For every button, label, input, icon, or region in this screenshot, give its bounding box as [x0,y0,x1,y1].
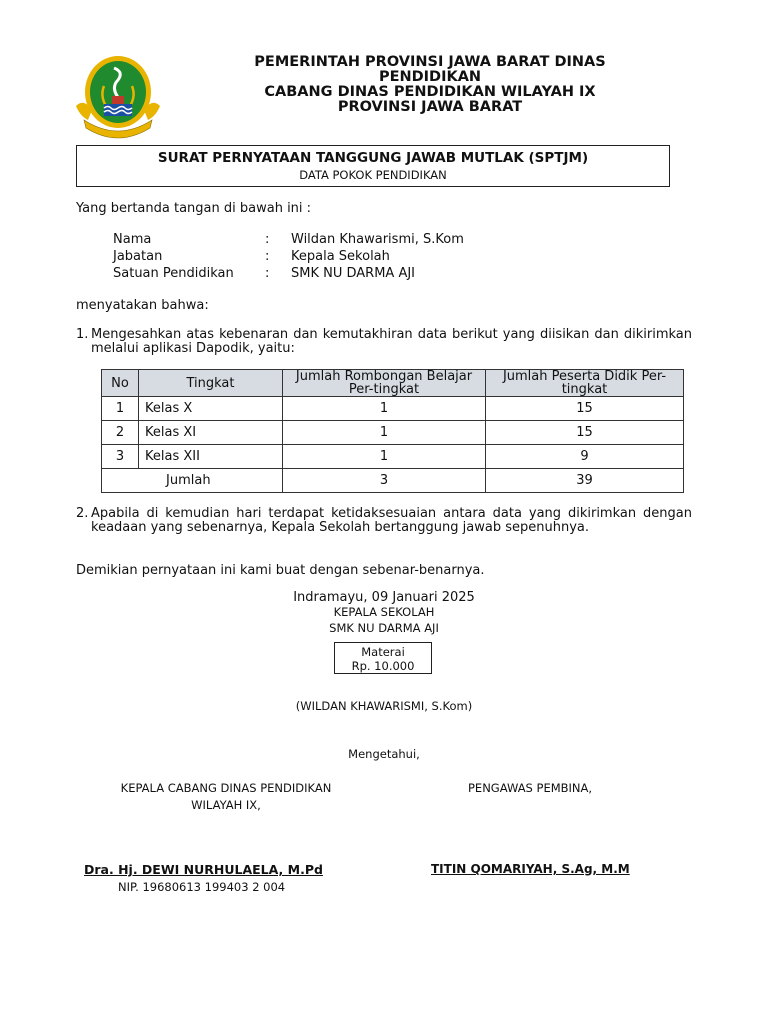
total-peserta: 39 [486,469,684,493]
data-table [101,369,684,493]
identity-value: SMK NU DARMA AJI [291,266,416,281]
signer-school: SMK NU DARMA AJI [329,621,439,635]
letterhead-line-3: CABANG DINAS PENDIDIKAN WILAYAH IX [264,84,596,100]
identity-row [113,248,464,265]
cell-no: 1 [102,397,139,421]
identity-label: Satuan Pendidikan [113,266,234,281]
cell-no: 2 [102,421,139,445]
right-signer-title: PENGAWAS PEMBINA, [468,781,593,795]
total-rombel: 3 [283,469,486,493]
header-peserta: Jumlah Peserta Didik Per-tingkat [486,370,684,397]
letterhead-line-1: PEMERINTAH PROVINSI JAWA BARAT DINAS [254,54,606,70]
table-total-row [102,469,684,493]
closing-text: Demikian pernyataan ini kami buat dengan sebenar-benarnya. [76,563,485,578]
materai-label: Materai [361,645,405,659]
table-header-row [102,370,684,397]
materai-stamp-box [334,642,432,674]
point-2-text: Apabila di kemudian hari terdapat ketidaksesuaian antara data yang dikirimkan dengan keadaan yang sebenarnya, Kepala Sekolah bertanggung jawab sepenuhnya. [91,506,692,535]
identity-row [113,231,464,248]
identity-value: Kepala Sekolah [291,249,390,264]
cell-peserta: 15 [486,397,684,421]
point-2-number: 2. [76,506,89,521]
letterhead [180,55,680,115]
cell-no: 3 [102,445,139,469]
left-signer-name: Dra. Hj. DEWI NURHULAELA, M.Pd [84,862,323,877]
declares-text: menyatakan bahwa: [76,298,209,313]
header-rombel: Jumlah Rombongan Belajar Per-tingkat [283,370,486,397]
identity-separator: : [265,249,270,264]
identity-label: Nama [113,232,152,247]
provincial-emblem-logo [74,50,166,142]
cell-rombel: 1 [283,421,486,445]
table-row [102,397,684,421]
cell-peserta: 9 [486,445,684,469]
right-signer-name: TITIN QOMARIYAH, S.Ag, M.M [431,862,630,876]
acknowledged-text: Mengetahui, [348,747,420,761]
signer-name: (WILDAN KHAWARISMI, S.Kom) [295,699,473,713]
left-signer-title-1: KEPALA CABANG DINAS PENDIDIKAN [120,781,332,795]
cell-rombel: 1 [283,397,486,421]
table-row [102,445,684,469]
materai-value: Rp. 10.000 [351,659,415,673]
header-no: No [102,370,139,397]
signer-position: KEPALA SEKOLAH [333,605,435,619]
left-signer-title-2: WILAYAH IX, [191,798,261,812]
document-title: SURAT PERNYATAAN TANGGUNG JAWAB MUTLAK (SPTJM) [157,150,589,166]
document-subtitle: DATA POKOK PENDIDIKAN [299,168,447,182]
identity-separator: : [265,266,270,281]
point-1-text: Mengesahkan atas kebenaran dan kemutakhiran data berikut yang diisikan dan dikirimkan melalui aplikasi Dapodik, yaitu: [91,327,692,356]
cell-tingkat: Kelas XII [139,445,283,469]
place-date: Indramayu, 09 Januari 2025 [293,590,475,605]
table-row [102,421,684,445]
left-signer-nip: NIP. 19680613 199403 2 004 [118,880,286,894]
identity-separator: : [265,232,270,247]
point-1-number: 1. [76,327,89,342]
cell-tingkat: Kelas X [139,397,283,421]
intro-text: Yang bertanda tangan di bawah ini : [76,201,312,216]
identity-row [113,265,464,282]
identity-value: Wildan Khawarismi, S.Kom [291,232,464,247]
cell-peserta: 15 [486,421,684,445]
identity-label: Jabatan [113,249,163,264]
letterhead-line-4: PROVINSI JAWA BARAT [337,99,523,115]
document-title-box [76,145,670,187]
header-tingkat: Tingkat [139,370,283,397]
identity-table [113,231,464,282]
cell-tingkat: Kelas XI [139,421,283,445]
cell-rombel: 1 [283,445,486,469]
total-label: Jumlah [102,469,283,493]
letterhead-line-2: PENDIDIKAN [378,69,482,85]
